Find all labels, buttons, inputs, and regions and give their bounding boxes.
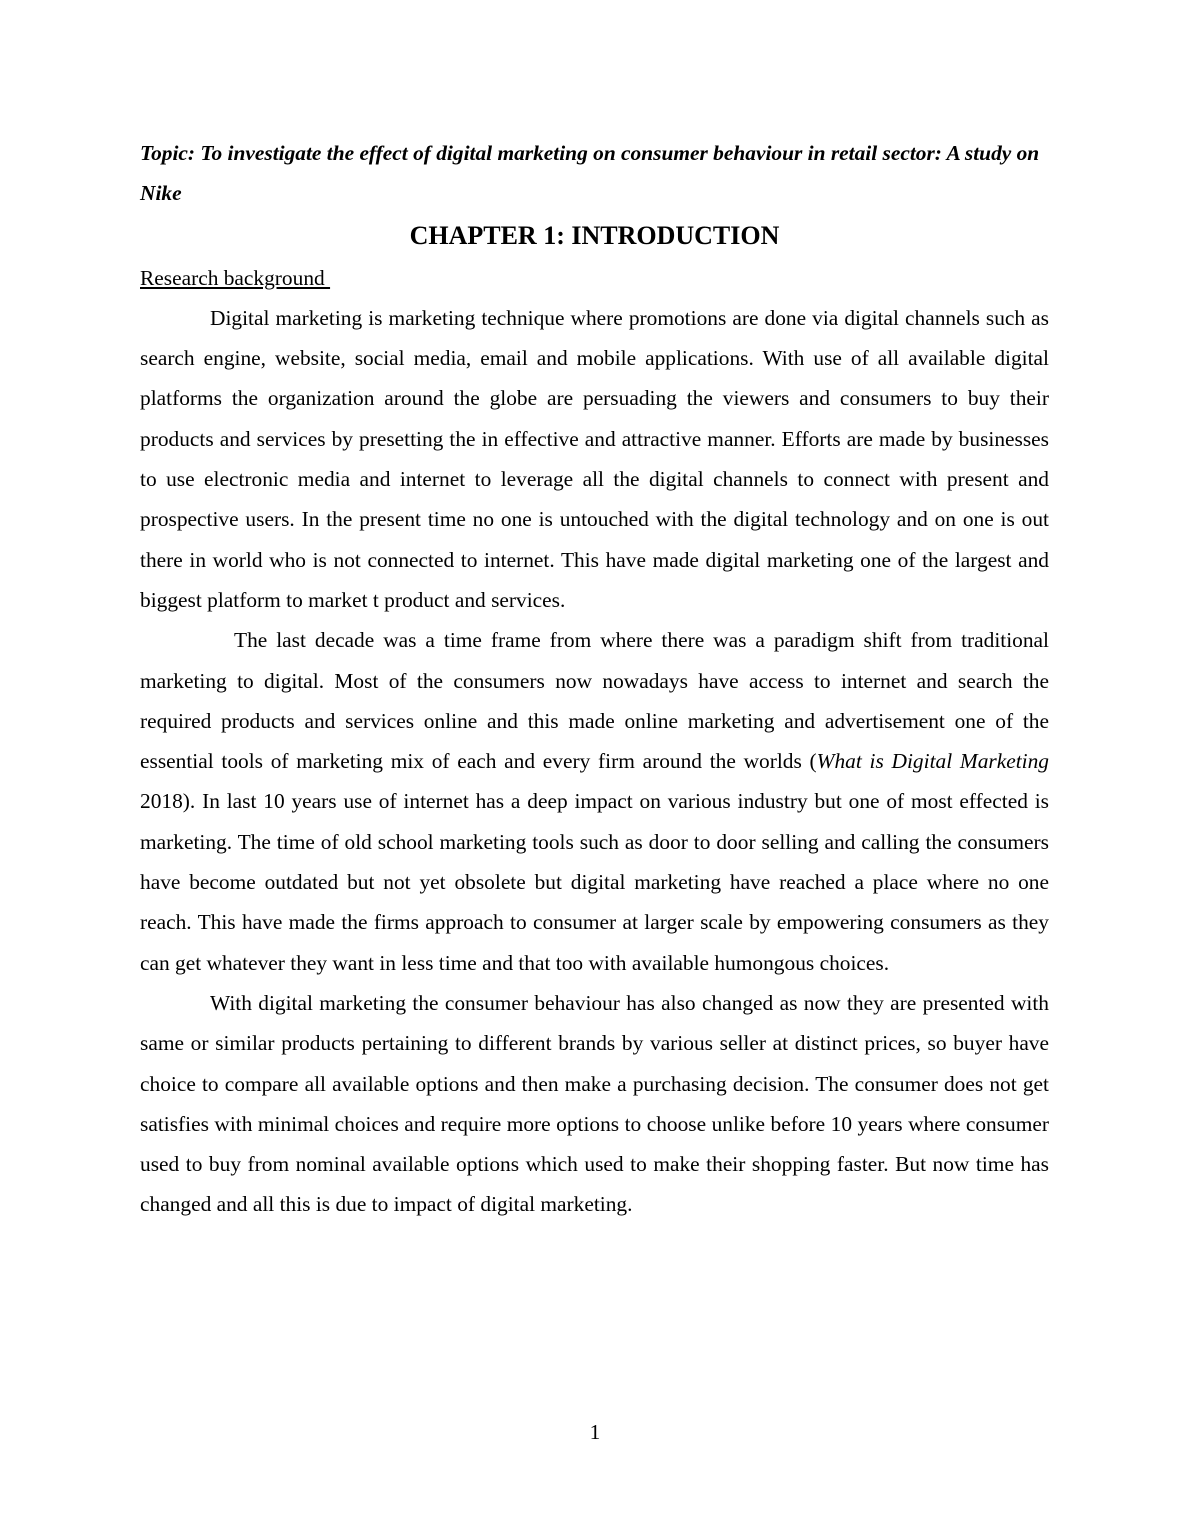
- paragraph-3: With digital marketing the consumer behaviour has also changed as now they are presented with same or similar products pertaining to different brands by various seller at distinct prices, so buyer have choice to compare all available options and then make a purchasing decision. The consumer does not get satisfies with minimal choices and require more options to choose unlike before 10 years where consumer used to buy from nominal available options which used to make their shopping faster. But now time has changed and all this is due to impact of digital marketing.: [140, 990, 1049, 1217]
- page-number: 1: [589, 1420, 601, 1444]
- citation-title: What is Digital Marketing: [816, 749, 1049, 774]
- paragraph-2-text-a: The last decade was a time frame from where there was a paradigm shift from traditional marketing to digital. Most of the consumers now nowadays have access to internet and search the required products and services online and this made online marketing and advertisement one of the essential tools of marketing mix of each and every firm around the worlds (: [140, 628, 1049, 774]
- paragraph-2-text-b: 2018). In last 10 years use of internet has a deep impact on various industry but one of most effected is marketing. The time of old school marketing tools such as door to door selling and calling the consumers have become outdated but not yet obsolete but digital marketing have reached a place where no one reach. This have made the firms approach to consumer at larger scale by empowering consumers as they can get whatever they want in less time and that too with available humongous choices.: [140, 789, 1049, 975]
- paragraph-2: [140, 620, 1049, 983]
- document-page: [140, 133, 1049, 1225]
- chapter-title: CHAPTER 1: INTRODUCTION: [409, 220, 780, 250]
- paragraph-1: Digital marketing is marketing technique where promotions are done via digital channels such as search engine, website, social media, email and mobile applications. With use of all available digital platforms the organization around the globe are persuading the viewers and consumers to buy their products and services by presetting the in effective and attractive manner. Efforts are made by businesses to use electronic media and internet to leverage all the digital channels to connect with present and prospective users. In the present time no one is untouched with the digital technology and on one is out there in world who is not connected to internet. This have made digital marketing one of the largest and biggest platform to market t product and services.: [140, 305, 1049, 612]
- topic-heading: Topic: To investigate the effect of digital marketing on consumer behaviour in retail sector: A study on Nike: [140, 141, 1040, 206]
- section-heading: Research background: [140, 265, 331, 290]
